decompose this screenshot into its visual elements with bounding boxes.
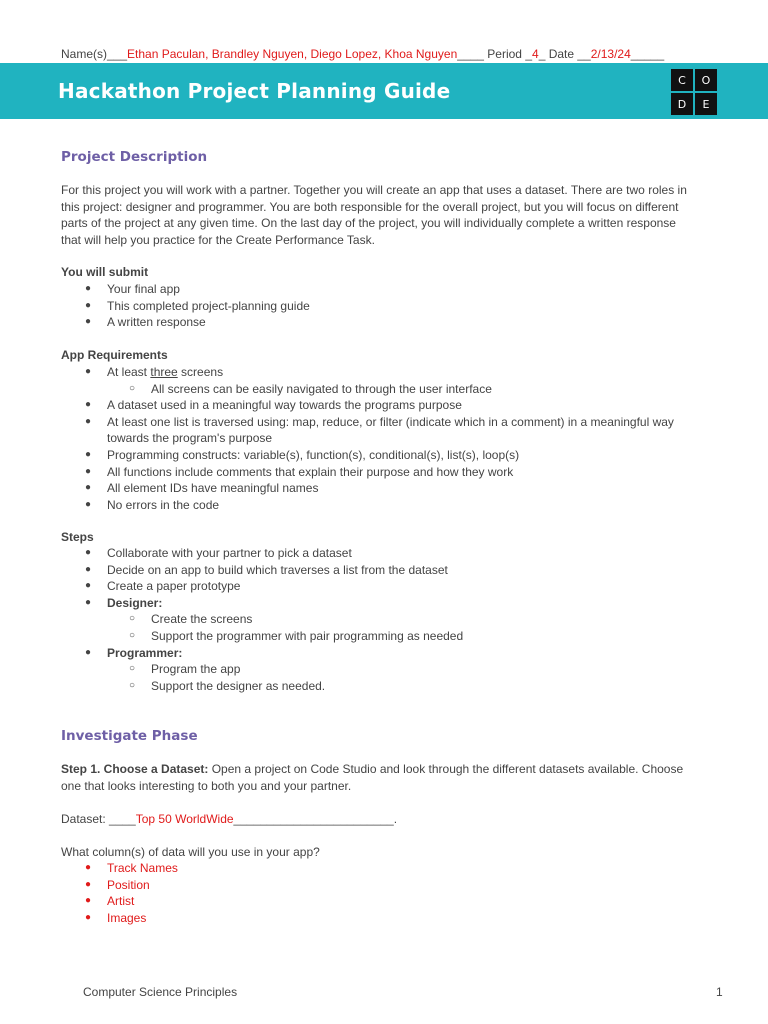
bullet-icon: ● bbox=[85, 316, 92, 328]
bullet-icon: ● bbox=[85, 547, 92, 558]
bullet-icon: ● bbox=[85, 482, 92, 494]
bullet-icon: ● bbox=[85, 366, 92, 377]
investigate-phase-title: Investigate Phase bbox=[61, 728, 198, 744]
list-item: ● Programming constructs: variable(s), function(s), conditional(s), list(s), loop(s) bbox=[85, 447, 520, 462]
bullet-icon: ● bbox=[85, 415, 92, 427]
bullet-icon: ● bbox=[85, 448, 92, 460]
requirements-list bbox=[61, 364, 721, 513]
bullet-icon: ● bbox=[85, 878, 92, 890]
date-tail: _____ bbox=[630, 47, 665, 61]
step1-label: Step 1. Choose a Dataset: bbox=[61, 762, 209, 776]
steps-title: Steps bbox=[61, 530, 94, 544]
list-subitem: ○ Create the screens bbox=[129, 612, 253, 627]
list-subitem: ○ Support the designer as needed. bbox=[129, 678, 326, 693]
description-line: parts of the project at any given time. On the last day of the project, you will individually complete a written response bbox=[61, 216, 676, 231]
requirements-title: App Requirements bbox=[61, 348, 168, 362]
logo-letter-e: E bbox=[695, 93, 717, 115]
title-banner bbox=[0, 63, 768, 119]
list-item: ● At least one list is traversed using: map, reduce, or filter (indicate which in a comment) in a meaningful way bbox=[85, 414, 674, 429]
names-label: Name(s)___ bbox=[61, 47, 128, 61]
list-item: ● Decide on an app to build which traverses a list from the dataset bbox=[85, 562, 448, 577]
logo-letter-d: D bbox=[671, 93, 693, 115]
description-line: For this project you will work with a partner. Together you will create an app that uses a dataset. There are two roles in bbox=[61, 183, 687, 197]
hollow-bullet-icon: ○ bbox=[129, 613, 136, 625]
submit-list bbox=[61, 281, 721, 331]
list-item: ● A dataset used in a meaningful way towards the programs purpose bbox=[85, 398, 462, 413]
list-subitem: ○ Program the app bbox=[129, 662, 241, 677]
description-line: this project: designer and programmer. You are both responsible for the overall project, but you will focus on different bbox=[61, 199, 679, 214]
list-item: ● This completed project-planning guide bbox=[85, 298, 310, 313]
footer-course-name: Computer Science Principles bbox=[83, 985, 238, 999]
code-logo bbox=[671, 69, 717, 115]
bullet-icon: ● bbox=[85, 283, 92, 294]
bullet-icon: ● bbox=[85, 580, 92, 592]
bullet-icon: ● bbox=[85, 596, 92, 608]
list-item-continuation: towards the program's purpose bbox=[107, 431, 273, 446]
bullet-icon: ● bbox=[85, 498, 92, 510]
list-item: ● Images bbox=[85, 910, 147, 925]
list-item: ● No errors in the code bbox=[85, 497, 220, 512]
bullet-icon: ● bbox=[85, 862, 92, 873]
hollow-bullet-icon: ○ bbox=[129, 382, 136, 394]
dataset-line: Dataset: ____Top 50 WorldWide________________________. bbox=[61, 812, 398, 826]
list-item: ● Designer: bbox=[85, 595, 163, 610]
list-item: ● Your final app bbox=[85, 282, 180, 296]
project-description-text bbox=[61, 182, 721, 248]
page-title: Hackathon Project Planning Guide bbox=[58, 79, 451, 103]
bullet-icon: ● bbox=[85, 465, 92, 477]
list-item: ● Programmer: bbox=[85, 645, 183, 660]
step1-text: Step 1. Choose a Dataset: Open a project on Code Studio and look through the different datasets available. Choose one that looks interesting to both you and your partner. bbox=[61, 762, 684, 793]
submit-title: You will submit bbox=[61, 265, 149, 279]
date-value: 2/13/24 bbox=[590, 47, 631, 61]
bullet-icon: ● bbox=[85, 399, 92, 411]
columns-list bbox=[61, 860, 721, 926]
names-tail: ____ Period _ bbox=[457, 47, 532, 61]
names-value: Ethan Paculan, Brandley Nguyen, Diego Lopez, Khoa Nguyen bbox=[127, 47, 458, 61]
list-item: ● Collaborate with your partner to pick a dataset bbox=[85, 546, 352, 560]
hollow-bullet-icon: ○ bbox=[129, 663, 136, 675]
page-number: 1 bbox=[716, 985, 723, 999]
logo-letter-o: O bbox=[695, 69, 717, 91]
project-description-title: Project Description bbox=[61, 149, 208, 165]
list-item: ● All element IDs have meaningful names bbox=[85, 481, 319, 496]
list-item: ● At least three screens bbox=[85, 365, 224, 379]
bullet-icon: ● bbox=[85, 563, 92, 575]
date-label: _ Date __ bbox=[538, 47, 591, 61]
list-item: ● Artist bbox=[85, 894, 135, 909]
list-subitem: ○ All screens can be easily navigated to through the user interface bbox=[129, 381, 492, 396]
hollow-bullet-icon: ○ bbox=[129, 679, 136, 691]
name-period-date-line bbox=[61, 47, 664, 61]
list-item: ● All functions include comments that explain their purpose and how they work bbox=[85, 464, 514, 479]
hollow-bullet-icon: ○ bbox=[129, 629, 136, 641]
bullet-icon: ● bbox=[85, 911, 92, 923]
list-item: ● Position bbox=[85, 877, 150, 892]
dataset-value: Top 50 WorldWide bbox=[135, 812, 234, 826]
list-item: ● Create a paper prototype bbox=[85, 579, 241, 594]
description-line: that will help you practice for the Create Performance Task. bbox=[61, 232, 375, 247]
columns-question: What column(s) of data will you use in your app? bbox=[61, 845, 320, 859]
bullet-icon: ● bbox=[85, 895, 92, 907]
period-value: 4 bbox=[532, 47, 539, 61]
logo-letter-c: C bbox=[671, 69, 693, 91]
bullet-icon: ● bbox=[85, 299, 92, 311]
list-subitem: ○ Support the programmer with pair programming as needed bbox=[129, 628, 464, 643]
steps-list bbox=[61, 545, 721, 694]
list-item: ● Track Names bbox=[85, 861, 178, 875]
list-item: ● A written response bbox=[85, 315, 206, 330]
bullet-icon: ● bbox=[85, 646, 92, 658]
